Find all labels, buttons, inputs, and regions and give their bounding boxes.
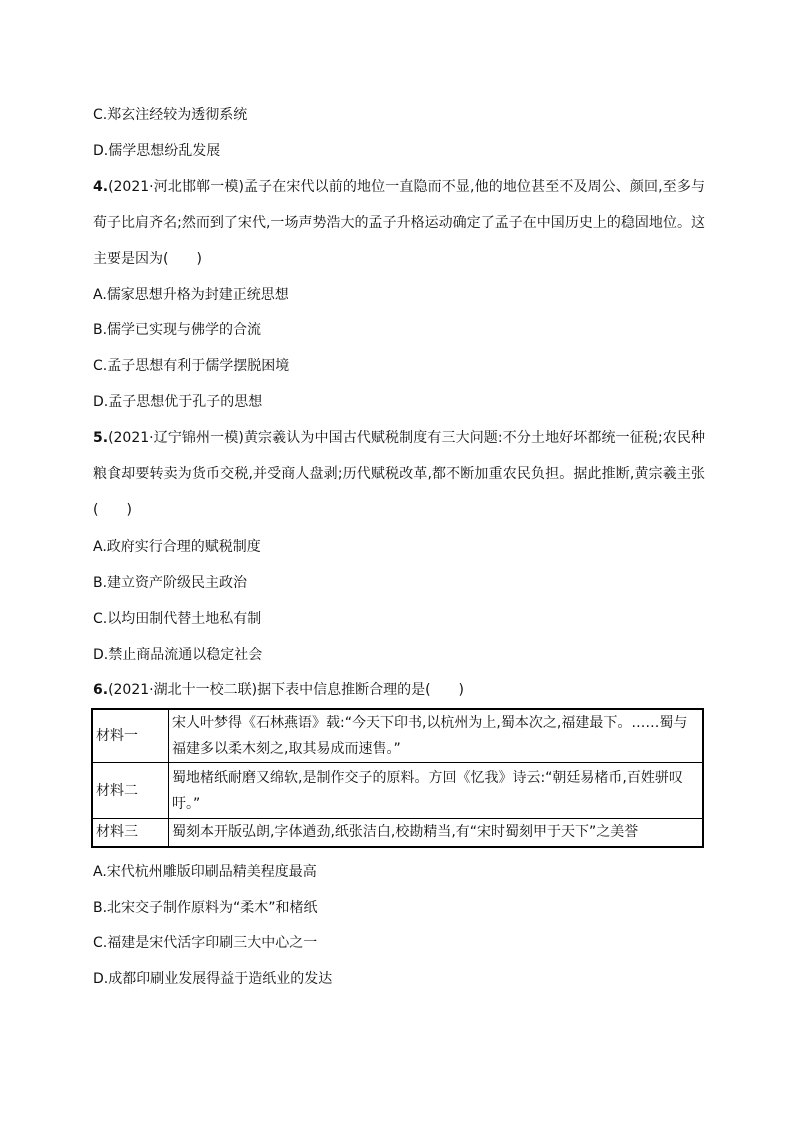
table-row-label: 材料一 [92,709,169,763]
q5-number: 5. [93,430,109,446]
table-row-label: 材料三 [92,819,169,847]
q6-option-b: B.北宋交子制作原料为“柔木”和楮纸 [93,900,318,916]
q4-option-d: D.孟子思想优于孔子的思想 [93,394,263,410]
q6-option-d: D.成都印刷业发展得益于造纸业的发达 [93,971,333,987]
q4-option-c: C.孟子思想有利于儒学摆脱困境 [93,358,290,374]
q5-stem [93,420,705,528]
table-row-text: 蜀地楮纸耐磨又绵软,是制作交子的原料。方回《忆我》诗云:“朝廷易楮币,百姓骈叹吁。” [169,763,704,819]
q5-stem-text: (2021·辽宁锦州一模)黄宗羲认为中国古代赋税制度有三大问题:不分土地好坏都统一征税;农民种粮食却要转卖为货币交税,并受商人盘剥;历代赋税改革,都不断加重农民负担。据此推断,黄宗羲主张( ) [93,430,705,518]
q6-number: 6. [93,682,109,698]
q3-option-d: D.儒学思想纷乱发展 [93,143,221,159]
materials-table [91,708,704,848]
q6-stem-text: (2021·湖北十一校二联)据下表中信息推断合理的是( ) [108,682,464,698]
q4-stem-text: (2021·河北邯郸一模)孟子在宋代以前的地位一直隐而不显,他的地位甚至不及周公、颜回,至多与荀子比肩齐名;然而到了宋代,一场声势浩大的孟子升格运动确定了孟子在中国历史上的稳固地位。这主要是因为( ) [93,179,705,267]
q4-stem [93,169,705,277]
table-row-text: 宋人叶梦得《石林燕语》载:“今天下印书,以杭州为上,蜀本次之,福建最下。……蜀与福建多以柔木刻之,取其易成而速售。” [169,709,704,763]
q3-option-c: C.郑玄注经较为透彻系统 [93,107,248,123]
table-row [92,819,703,847]
q4-number: 4. [93,179,109,195]
table-row-text: 蜀刻本开版弘朗,字体遒劲,纸张洁白,校勘精当,有“宋时蜀刻甲于天下”之美誉 [169,819,704,847]
table-row [92,763,703,819]
table-row [92,709,703,763]
q5-option-b: B.建立资产阶级民主政治 [93,575,248,591]
q6-option-c: C.福建是宋代活字印刷三大中心之一 [93,935,318,951]
q5-option-d: D.禁止商品流通以稳定社会 [93,647,263,663]
q4-option-a: A.儒家思想升格为封建正统思想 [93,287,289,303]
q4-option-b: B.儒学已实现与佛学的合流 [93,322,262,338]
q5-option-a: A.政府实行合理的赋税制度 [93,539,261,555]
table-row-label: 材料二 [92,763,169,819]
q5-option-c: C.以均田制代替土地私有制 [93,611,262,627]
q6-option-a: A.宋代杭州雕版印刷品精美程度最高 [93,864,317,880]
q6-stem [93,680,464,700]
